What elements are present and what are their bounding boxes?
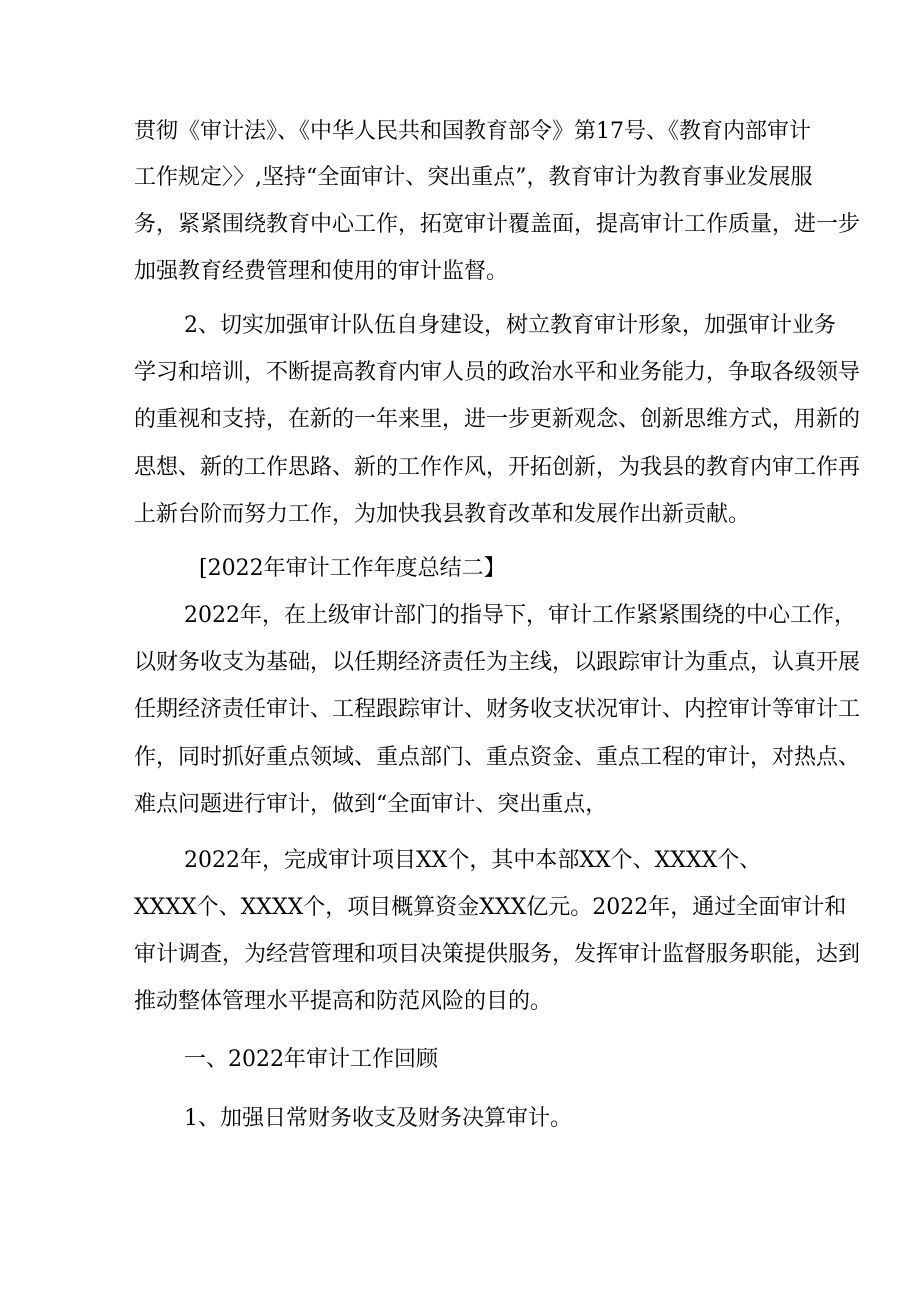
paragraph-1-line-4: 加强教育经费管理和使用的审计监督。 (134, 259, 509, 284)
subheading-review: 一、2022年审计工作回顾 (184, 1047, 438, 1072)
paragraph-4-line-4: 推动整体管理水平提高和防范风险的目的。 (134, 989, 553, 1014)
paragraph-4-line-2: XXXX个、XXXX个，项目概算资金XXX亿元。2022年，通过全面审计和 (134, 895, 847, 920)
paragraph-2-line-3: 的重视和支持，在新的一年来里，进一步更新观念、创新思维方式，用新的 (134, 407, 861, 432)
paragraph-2-line-4: 思想、新的工作思路、新的工作作风，开拓创新，为我县的教育内审工作再 (134, 455, 861, 480)
paragraph-4-line-3: 审计调查，为经营管理和项目决策提供服务，发挥审计监督服务职能，达到 (134, 942, 861, 967)
paragraph-1-line-1: 贯彻《审计法》、《中华人民共和国教育部令》第17号、《教育内部审计 (134, 119, 811, 144)
paragraph-3-line-1: 2022年，在上级审计部门的指导下，审计工作紧紧围绕的中心工作， (184, 603, 856, 628)
paragraph-2-line-1: 2、切实加强审计队伍自身建设，树立教育审计形象，加强审计业务 (184, 313, 836, 338)
paragraph-3-line-3: 任期经济责任审计、工程跟踪审计、财务收支状况审计、内控审计等审计工 (134, 697, 861, 722)
paragraph-4-line-1: 2022年，完成审计项目XX个，其中本部XX个、XXXX个、 (184, 848, 762, 873)
paragraph-3-line-2: 以财务收支为基础，以任期经济责任为主线，以跟踪审计为重点，认真开展 (134, 650, 861, 675)
paragraph-1-line-2: 工作规定〉〉,坚持“全面审计、突出重点”，教育审计为教育事业发展服 (134, 165, 813, 190)
subheading-item-1: 1、加强日常财务收支及财务决算审计。 (184, 1106, 572, 1131)
paragraph-2-line-2: 学习和培训，不断提高教育内审人员的政治水平和业务能力，争取各级领导 (134, 360, 861, 385)
paragraph-3-line-4: 作，同时抓好重点领域、重点部门、重点资金、重点工程的审计，对热点、 (134, 745, 861, 770)
paragraph-3-line-5: 难点问题进行审计，做到“全面审计、突出重点， (134, 792, 608, 817)
paragraph-2-line-5: 上新台阶而努力工作，为加快我县教育改革和发展作出新贡献。 (134, 502, 751, 527)
section-heading: [2022年审计工作年度总结二】 (199, 556, 506, 581)
paragraph-1-line-3: 务，紧紧围绕教育中心工作，拓宽审计覆盖面，提高审计工作质量，进一步 (134, 212, 861, 237)
